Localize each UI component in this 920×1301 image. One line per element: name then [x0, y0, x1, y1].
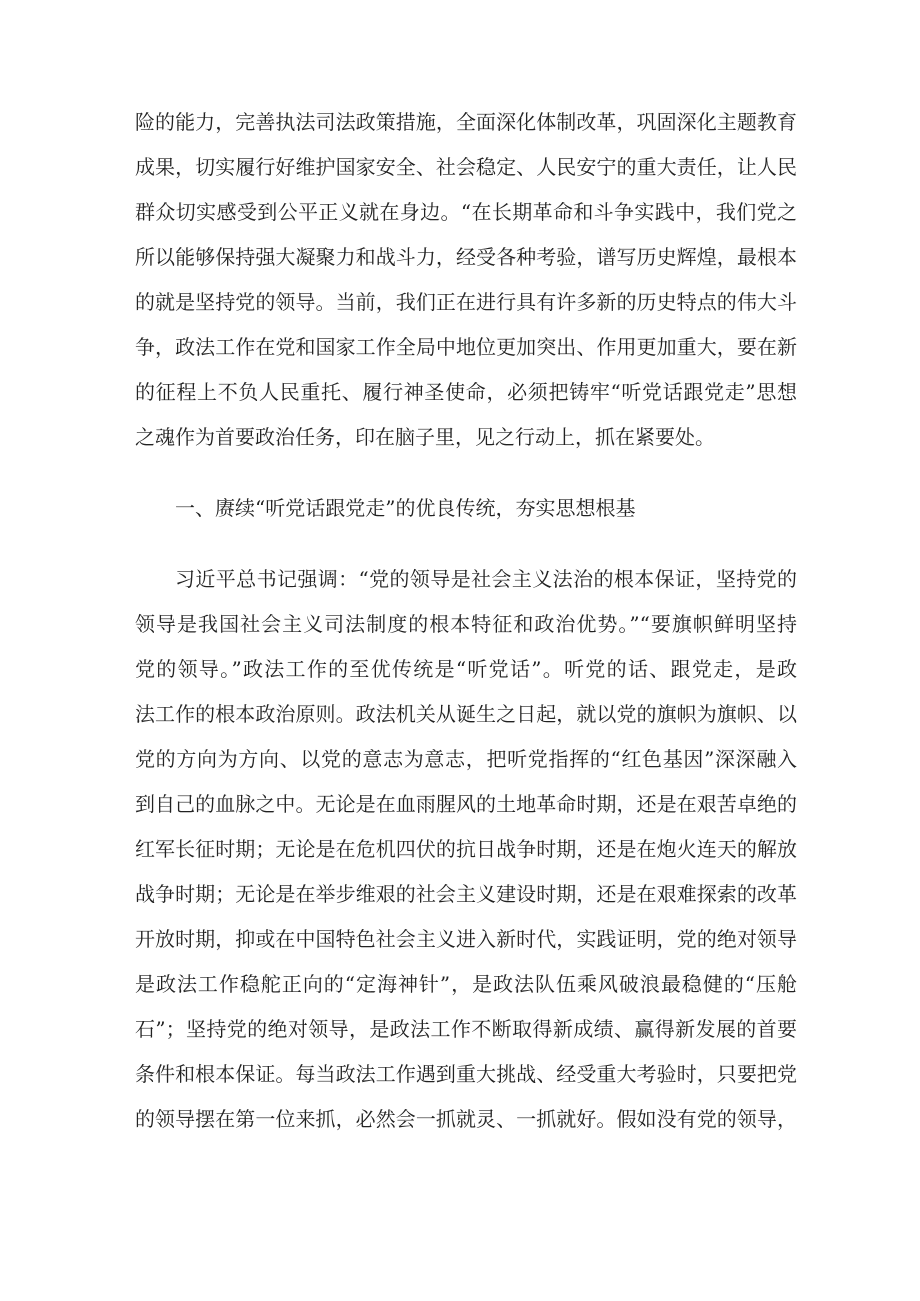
- paragraph-line: 条件和根本保证。每当政法工作遇到重大挑战、经受重大考验时，只要把党: [135, 1062, 797, 1086]
- paragraph-line: 是政法工作稳舵正向的“定海神针”，是政法队伍乘风破浪最稳健的“压舱: [135, 972, 797, 996]
- paragraph-line: 法工作的根本政治原则。政法机关从诞生之日起，就以党的旗帜为旗帜、以: [135, 702, 797, 726]
- paragraph-line: 党的方向为方向、以党的意志为意志，把听党指挥的“红色基因”深深融入: [135, 747, 797, 771]
- paragraph-line: 争，政法工作在党和国家工作全局中地位更加突出、作用更加重大，要在新: [135, 335, 797, 359]
- paragraph-line: 险的能力，完善执法司法政策措施，全面深化体制改革，巩固深化主题教育: [135, 110, 797, 134]
- paragraph-line: 习近平总书记强调：“党的领导是社会主义法治的根本保证，坚持党的: [175, 567, 797, 591]
- paragraph-line: 领导是我国社会主义司法制度的根本特征和政治优势。”“要旗帜鲜明坚持: [135, 612, 797, 636]
- paragraph-line: 红军长征时期；无论是在危机四伏的抗日战争时期，还是在炮火连天的解放: [135, 837, 797, 861]
- paragraph-line: 到自己的血脉之中。无论是在血雨腥风的土地革命时期，还是在艰苦卓绝的: [135, 792, 797, 816]
- spacer: [135, 460, 797, 486]
- paragraph-line: 群众切实感受到公平正义就在身边。“在长期革命和斗争实践中，我们党之: [135, 200, 797, 224]
- paragraph-line: 党的领导。”政法工作的至优传统是“听党话”。听党的话、跟党走，是政: [135, 657, 797, 681]
- paragraph-line: 成果，切实履行好维护国家安全、社会稳定、人民安宁的重大责任，让人民: [135, 155, 797, 179]
- paragraph-line: 开放时期，抑或在中国特色社会主义进入新时代，实践证明，党的绝对领导: [135, 927, 797, 951]
- paragraph-2: [135, 557, 797, 1142]
- paragraph-line: 之魂作为首要政治任务，印在脑子里，见之行动上，抓在紧要处。: [135, 425, 715, 449]
- paragraph-line: 的领导摆在第一位来抓，必然会一抓就灵、一抓就好。假如没有党的领导，: [135, 1107, 797, 1131]
- document-body: [135, 100, 797, 1142]
- spacer: [135, 531, 797, 557]
- section-heading: 一、赓续“听党话跟党走”的优良传统，夯实思想根基: [175, 496, 636, 520]
- paragraph-line: 所以能够保持强大凝聚力和战斗力，经受各种考验，谱写历史辉煌，最根本: [135, 245, 797, 269]
- paragraph-1: [135, 100, 797, 460]
- paragraph-line: 战争时期；无论是在举步维艰的社会主义建设时期，还是在艰难探索的改革: [135, 882, 797, 906]
- paragraph-line: 石”；坚持党的绝对领导，是政法工作不断取得新成绩、赢得新发展的首要: [135, 1017, 797, 1041]
- paragraph-line: 的征程上不负人民重托、履行神圣使命，必须把铸牢“听党话跟党走”思想: [135, 380, 797, 404]
- paragraph-line: 的就是坚持党的领导。当前，我们正在进行具有许多新的历史特点的伟大斗: [135, 290, 797, 314]
